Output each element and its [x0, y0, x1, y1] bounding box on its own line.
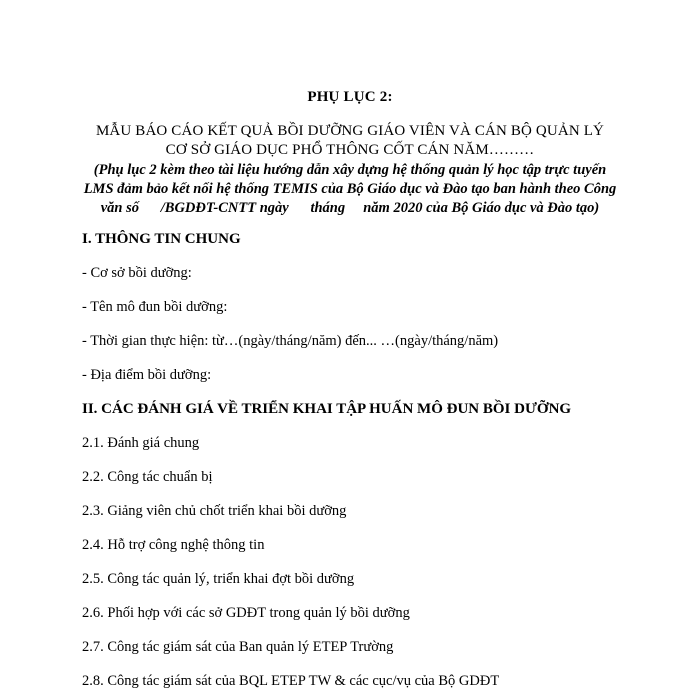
list-item: 2.1. Đánh giá chung [82, 435, 200, 451]
note-line: văn số /BGDĐT-CNTT ngày tháng năm 2020 của Bộ Giáo dục và Đào tạo) [100, 200, 600, 216]
appendix-note [82, 161, 618, 218]
field-training-facility: - Cơ sở bồi dưỡng: [82, 265, 192, 281]
section-heading-general-info: I. THÔNG TIN CHUNG [82, 231, 241, 247]
field-training-location: - Địa điểm bồi dưỡng: [82, 367, 212, 383]
list-item: 2.4. Hỗ trợ công nghệ thông tin [82, 537, 265, 553]
list-item: 2.3. Giảng viên chủ chốt triển khai bồi dưỡng [82, 503, 347, 519]
note-line: LMS đảm bảo kết nối hệ thống TEMIS của Bộ Giáo dục và Đào tạo ban hành theo Công [83, 181, 617, 197]
list-item: 2.5. Công tác quản lý, triển khai đợt bồi dưỡng [82, 571, 355, 587]
field-implementation-time: - Thời gian thực hiện: từ…(ngày/tháng/năm) đến... …(ngày/tháng/năm) [82, 333, 499, 349]
field-module-name: - Tên mô đun bồi dưỡng: [82, 299, 228, 315]
list-item: 2.7. Công tác giám sát của Ban quản lý ETEP Trường [82, 639, 394, 655]
note-line: (Phụ lục 2 kèm theo tài liệu hướng dẫn xây dựng hệ thống quản lý học tập trực tuyến [93, 162, 607, 178]
list-item: 2.6. Phối hợp với các sở GDĐT trong quản lý bồi dưỡng [82, 605, 410, 621]
form-title: MẪU BÁO CÁO KẾT QUẢ BỒI DƯỠNG GIÁO VIÊN VÀ CÁN BỘ QUẢN LÝ CƠ SỞ GIÁO DỤC PHỔ THÔNG CỐT CÁN NĂM……… [95, 123, 605, 158]
section-heading-evaluations: II. CÁC ĐÁNH GIÁ VỀ TRIỂN KHAI TẬP HUẤN MÔ ĐUN BỒI DƯỠNG [82, 401, 572, 417]
list-item: 2.8. Công tác giám sát của BQL ETEP TW & các cục/vụ của Bộ GDĐT [82, 673, 500, 689]
appendix-title: PHỤ LỤC 2: [307, 89, 393, 105]
list-item: 2.2. Công tác chuẩn bị [82, 469, 213, 485]
